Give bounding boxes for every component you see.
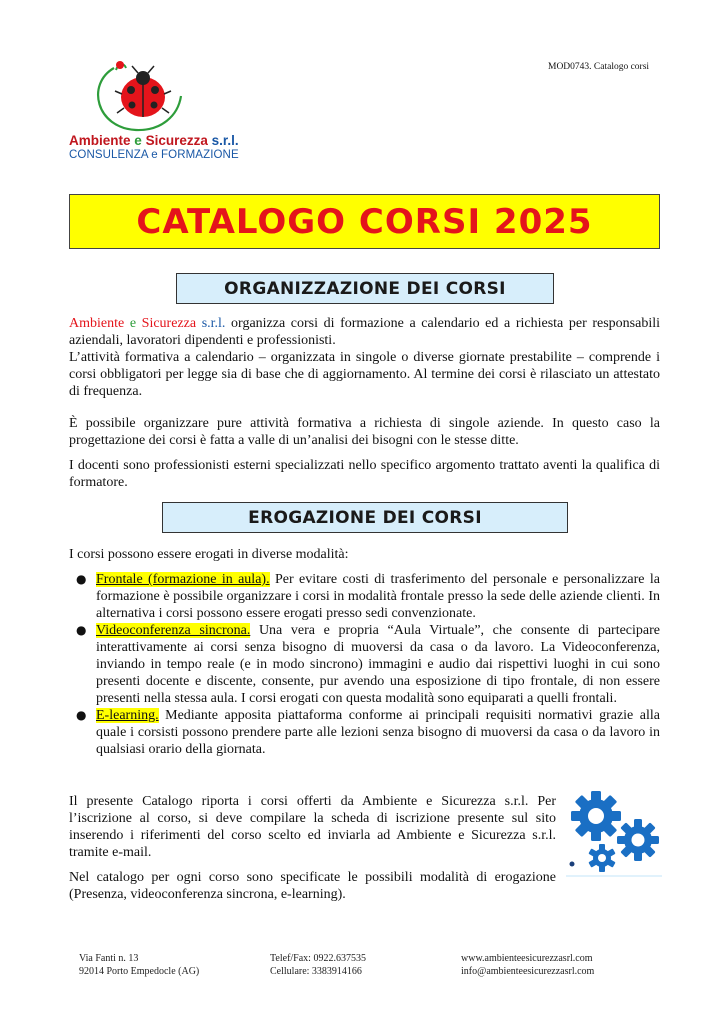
paragraph-intro-text: organizza corsi di formazione a calendario ed a richiesta per responsabili aziendali, lavoratori dipendenti e professionisti. [69, 316, 660, 348]
paragraph-calendar: L’attività formativa a calendario – organizzata in singole o diverse giornate prestabilite – comprende i corsi obbligatori per legge sia di base che di aggiornamento. Al termine dei corsi è rilasciato un attestato di frequenza. [69, 350, 660, 399]
logo-tagline: CONSULENZA e FORMAZIONE [69, 149, 239, 161]
section-heading-organizzazione: ORGANIZZAZIONE DEI CORSI [224, 278, 506, 299]
bullet-icon: ● [76, 708, 87, 722]
document-reference: MOD0743. Catalogo corsi [548, 62, 650, 72]
catalog-title-box [69, 194, 660, 249]
logo-company-part1: Ambiente [69, 133, 131, 148]
footer-address-line1: Via Fanti n. 13 [79, 953, 139, 964]
paragraph-intro [69, 315, 660, 349]
brand-word-3: Sicurezza [141, 316, 197, 331]
list-item [69, 571, 660, 622]
modality-label-elearning: E-learning. [96, 708, 159, 723]
footer-phone-line2: Cellulare: 3383914166 [270, 966, 362, 977]
bullet-icon: ● [76, 572, 87, 586]
bullet-icon: ● [76, 623, 87, 637]
section-heading-erogazione: EROGAZIONE DEI CORSI [248, 507, 482, 528]
brand-word-4: s.r.l. [201, 316, 226, 331]
logo-company-part2: e [134, 133, 142, 148]
list-item [69, 707, 660, 758]
footer-phone-line1: Telef/Fax: 0922.637535 [270, 953, 366, 964]
modality-text-elearning: Mediante apposita piattaforma conforme ai principali requisiti normativi grazie alla quale i corsisti possono prendere parte alle lezioni senza bisogno di muoversi da casa o da lavoro in qualsiasi orario della giornata. [96, 708, 660, 757]
logo-company-name [69, 133, 239, 148]
logo-company-part3: Sicurezza [145, 133, 208, 148]
footer-email-link[interactable]: info@ambienteesicurezzasrl.com [461, 966, 595, 977]
catalog-title: CATALOGO CORSI 2025 [136, 201, 593, 242]
footer-phone [270, 952, 366, 978]
modality-text-videoconferenza: Una vera e propria “Aula Virtuale”, che consente di partecipare interattivamente ai corsi senza bisogno di muoversi da casa o da lavoro. La Videoconferenza, inviando in tempo reale (e in modo sincrono) immagini e audio dai rispettivi luoghi in cui sono presenti docente e discente, consente, pur avendo una esposizione di tipo frontale, di non essere presenti nella stessa aula. I corsi erogati con questa modalità sono equiparati a quelli frontali. [96, 623, 660, 706]
list-item [69, 622, 660, 707]
paragraph-catalog-info: Il presente Catalogo riporta i corsi offerti da Ambiente e Sicurezza s.r.l. Per l’iscrizione al corso, si deve compilare la scheda di iscrizione presente sul sito inserendo i riferimenti del corso scelto ed inviarla ad Ambiente e Sicurezza s.r.l. tramite e-mail. [69, 794, 556, 860]
gears-icon [566, 790, 666, 880]
footer-website-link[interactable]: www.ambienteesicurezzasrl.com [461, 953, 593, 964]
logo-company-part4: s.r.l. [211, 133, 239, 148]
modalities-list [69, 571, 660, 758]
paragraph-modalities-intro: I corsi possono essere erogati in diverse modalità: [69, 547, 349, 562]
footer-web [461, 952, 594, 978]
paragraph-catalog-modalities: Nel catalogo per ogni corso sono specificate le possibili modalità di erogazione (Presenza, videoconferenza sincrona, e-learning). [69, 870, 556, 902]
footer-address [79, 952, 199, 978]
brand-word-2: e [129, 316, 137, 331]
modality-text-frontale: Per evitare costi di trasferimento del personale e personalizzare la formazione è possibile organizzare i corsi in modalità frontale presso la sede delle aziende clienti. In alternativa i corsi possono essere erogati presso sedi convenzionate. [96, 572, 660, 621]
paragraph-on-request: È possibile organizzare pure attività formativa a richiesta di singole aziende. In questo caso la progettazione dei corsi è fatta a valle di un’analisi dei bisogni con le stesse ditte. [69, 416, 660, 448]
modality-label-videoconferenza: Videoconferenza sincrona. [96, 623, 251, 638]
section-heading-box [162, 502, 568, 533]
footer-address-line2: 92014 Porto Empedocle (AG) [79, 966, 200, 977]
section-heading-box [176, 273, 554, 304]
brand-word-1: Ambiente [69, 316, 125, 331]
modality-label-frontale: Frontale (formazione in aula). [96, 572, 270, 587]
paragraph-teachers: I docenti sono professionisti esterni specializzati nello specifico argomento trattato aventi la qualifica di formatore. [69, 458, 660, 490]
